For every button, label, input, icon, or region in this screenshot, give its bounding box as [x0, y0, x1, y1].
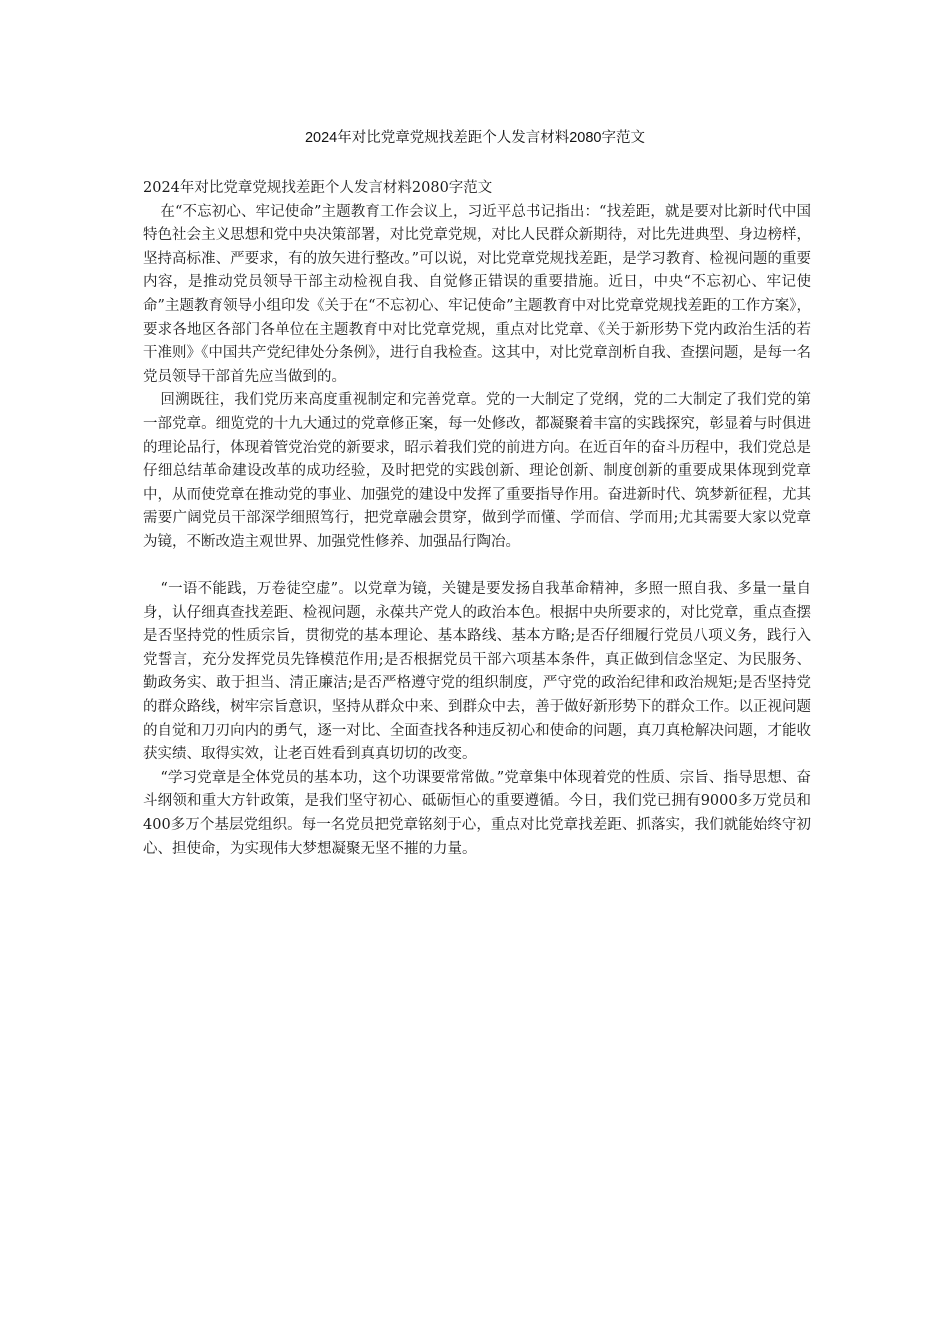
paragraph-4: “学习党章是全体党员的基本功，这个功课要常常做。”党章集中体现着党的性质、宗旨、指导思想、奋斗纲领和重大方针政策，是我们坚守初心、砥砺恒心的重要遵循。今日，我们党已拥有9000多万党员和400多万个基层党组织。每一名党员把党章铭刻于心，重点对比党章找差距、抓落实，我们就能始终守初心、担使命，为实现伟大梦想凝聚无坚不摧的力量。 [143, 769, 811, 857]
document-subtitle: 2024年对比党章党规找差距个人发言材料2080字范文 [143, 180, 493, 196]
paragraph-1: 在“不忘初心、牢记使命”主题教育工作会议上，习近平总书记指出：“找差距，就是要对比新时代中国特色社会主义思想和党中央决策部署，对比党章党规，对比人民群众新期待，对比先进典型、身边榜样，坚持高标准、严要求，有的放矢进行整改。”可以说，对比党章党规找差距，是学习教育、检视问题的重要内容，是推动党员领导干部主动检视自我、自觉修正错误的重要措施。近日，中央“不忘初心、牢记使命”主题教育领导小组印发《关于在“不忘初心、牢记使命”主题教育中对比党章党规找差距的工作方案》，要求各地区各部门各单位在主题教育中对比党章党规，重点对比党章、《关于新形势下党内政治生活的若干准则》《中国共产党纪律处分条例》，进行自我检查。这其中，对比党章剖析自我、查摆问题，是每一名党员领导干部首先应当做到的。 [143, 203, 811, 385]
paragraph-2: 回溯既往，我们党历来高度重视制定和完善党章。党的一大制定了党纲，党的二大制定了我们党的第一部党章。细览党的十九大通过的党章修正案，每一处修改，都凝聚着丰富的实践探究，彰显着与时俱进的理论品行，体现着管党治党的新要求，昭示着我们党的前进方向。在近百年的奋斗历程中，我们党总是仔细总结革命建设改革的成功经验，及时把党的实践创新、理论创新、制度创新的重要成果体现到党章中，从而使党章在推动党的事业、加强党的建设中发挥了重要指导作用。奋进新时代、筑梦新征程，尤其需要广阔党员干部深学细照笃行，把党章融会贯穿，做到学而懂、学而信、学而用;尤其需要大家以党章为镜，不断改造主观世界、加强党性修养、加强品行陶冶。 [143, 392, 811, 550]
document-body [143, 177, 811, 861]
paragraph-3: “一语不能践，万卷徒空虚”。以党章为镜，关键是要发扬自我革命精神，多照一照自我、多量一量自身，认仔细真查找差距、检视问题，永葆共产党人的政治本色。根据中央所要求的，对比党章，重点查摆是否坚持党的性质宗旨，贯彻党的基本理论、基本路线、基本方略;是否仔细履行党员八项义务，践行入党誓言，充分发挥党员先锋模范作用;是否根据党员干部六项基本条件，真正做到信念坚定、为民服务、勤政务实、敢于担当、清正廉洁;是否严格遵守党的组织制度，严守党的政治纪律和政治规矩;是否坚持党的群众路线，树牢宗旨意识，坚持从群众中来、到群众中去，善于做好新形势下的群众工作。以正视问题的自觉和刀刃向内的勇气，逐一对比、全面查找各种违反初心和使命的问题，真刀真枪解决问题，才能收获实绩、取得实效，让老百姓看到真真切切的改变。 [143, 581, 811, 763]
document-title: 2024年对比党章党规找差距个人发言材料2080字范文 [304, 130, 645, 146]
paragraph-spacer [143, 555, 811, 579]
